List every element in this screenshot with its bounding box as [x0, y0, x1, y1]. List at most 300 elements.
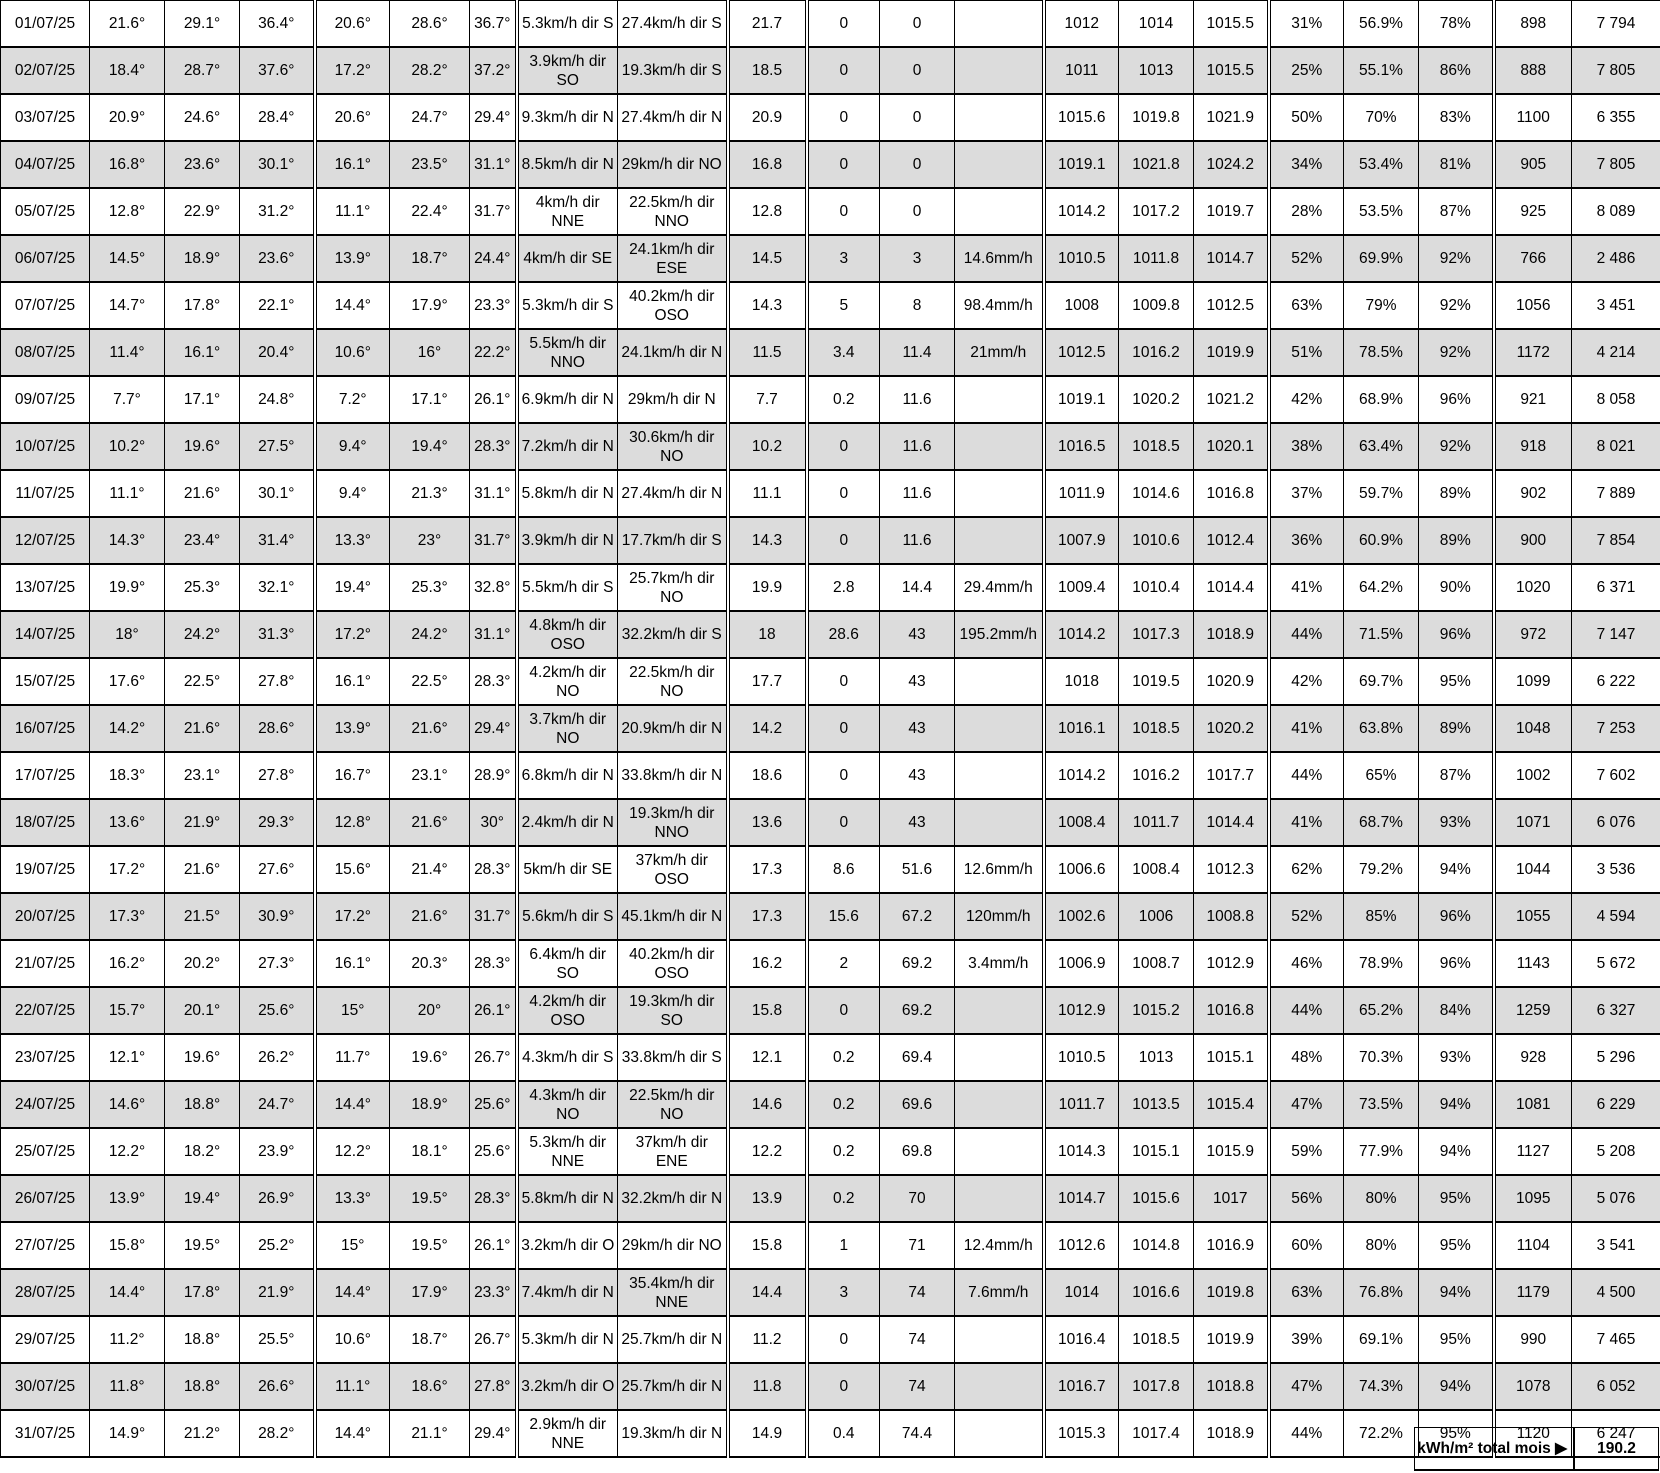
cell-tavg: 18.8°	[165, 1316, 240, 1363]
cell-tamed: 17.9°	[390, 1269, 470, 1316]
cell-tavg: 24.6°	[165, 94, 240, 141]
table-row	[1, 1410, 1660, 1457]
cell-wind_avg: 3.2km/h dir O	[517, 1363, 618, 1410]
cell-tmin: 18.4°	[90, 47, 165, 94]
cell-date: 21/07/25	[1, 940, 90, 987]
cell-solar_total: 5 296	[1572, 1034, 1660, 1081]
cell-rain_rate: 195.2mm/h	[955, 611, 1044, 658]
cell-h_min: 46%	[1269, 940, 1344, 987]
cell-date: 27/07/25	[1, 1222, 90, 1269]
cell-rain_cum: 3	[880, 235, 955, 282]
cell-wind_avg: 7.2km/h dir N	[517, 423, 618, 470]
cell-solar_max: 1078	[1494, 1363, 1572, 1410]
cell-p_min: 1009.4	[1044, 564, 1119, 611]
cell-tamed: 21.6°	[390, 893, 470, 940]
cell-tmin: 11.1°	[90, 470, 165, 517]
cell-solar_max: 918	[1494, 423, 1572, 470]
cell-tamax: 28.3°	[470, 846, 517, 893]
cell-wind_avg: 3.9km/h dir N	[517, 517, 618, 564]
cell-tamin: 15°	[315, 987, 390, 1034]
cell-tavg: 23.1°	[165, 752, 240, 799]
cell-p_max: 1012.5	[1194, 282, 1269, 329]
cell-p_min: 1018	[1044, 658, 1119, 705]
cell-rain_rate	[955, 376, 1044, 423]
cell-p_max: 1016.9	[1194, 1222, 1269, 1269]
cell-dew: 13.9	[728, 1175, 807, 1222]
cell-wind_gust: 20.9km/h dir N	[618, 705, 728, 752]
cell-p_avg: 1017.4	[1119, 1410, 1194, 1457]
cell-tamax: 30°	[470, 799, 517, 846]
cell-tmax: 24.8°	[240, 376, 315, 423]
cell-dew: 15.8	[728, 987, 807, 1034]
table-row	[1, 752, 1660, 799]
cell-p_max: 1020.9	[1194, 658, 1269, 705]
cell-p_max: 1017	[1194, 1175, 1269, 1222]
cell-rain_cum: 74	[880, 1363, 955, 1410]
cell-rain_cum: 69.6	[880, 1081, 955, 1128]
table-row	[1, 846, 1660, 893]
cell-tmin: 15.8°	[90, 1222, 165, 1269]
cell-wind_gust: 33.8km/h dir S	[618, 1034, 728, 1081]
cell-tamed: 19.4°	[390, 423, 470, 470]
cell-tmax: 23.9°	[240, 1128, 315, 1175]
cell-dew: 11.5	[728, 329, 807, 376]
cell-p_max: 1016.8	[1194, 470, 1269, 517]
cell-p_avg: 1016.6	[1119, 1269, 1194, 1316]
cell-p_min: 1014.2	[1044, 611, 1119, 658]
table-row	[1, 188, 1660, 235]
cell-rain_cum: 11.4	[880, 329, 955, 376]
cell-wind_gust: 32.2km/h dir N	[618, 1175, 728, 1222]
cell-rain_cum: 74.4	[880, 1410, 955, 1457]
cell-p_min: 1016.5	[1044, 423, 1119, 470]
cell-tamed: 19.6°	[390, 1034, 470, 1081]
cell-tavg: 23.6°	[165, 141, 240, 188]
cell-p_max: 1020.1	[1194, 423, 1269, 470]
cell-p_avg: 1008.7	[1119, 940, 1194, 987]
cell-date: 19/07/25	[1, 846, 90, 893]
cell-tmax: 27.5°	[240, 423, 315, 470]
table-row	[1, 470, 1660, 517]
table-row	[1, 517, 1660, 564]
cell-p_min: 1006.6	[1044, 846, 1119, 893]
cell-tavg: 22.9°	[165, 188, 240, 235]
cell-tamed: 23.1°	[390, 752, 470, 799]
cell-rain_day: 0	[807, 470, 880, 517]
cell-wind_avg: 5.5km/h dir S	[517, 564, 618, 611]
cell-rain_cum: 69.8	[880, 1128, 955, 1175]
cell-tamed: 17.9°	[390, 282, 470, 329]
cell-h_max: 93%	[1419, 1034, 1494, 1081]
cell-dew: 12.1	[728, 1034, 807, 1081]
cell-h_min: 41%	[1269, 799, 1344, 846]
cell-h_max: 89%	[1419, 705, 1494, 752]
cell-solar_max: 1048	[1494, 705, 1572, 752]
cell-solar_max: 888	[1494, 47, 1572, 94]
cell-rain_rate	[955, 423, 1044, 470]
cell-wind_avg: 2.9km/h dir NNE	[517, 1410, 618, 1457]
cell-h_avg: 53.5%	[1344, 188, 1419, 235]
cell-h_max: 81%	[1419, 141, 1494, 188]
cell-rain_cum: 8	[880, 282, 955, 329]
cell-dew: 19.9	[728, 564, 807, 611]
cell-solar_total: 7 794	[1572, 1, 1660, 48]
table-row	[1, 658, 1660, 705]
cell-p_avg: 1013	[1119, 1034, 1194, 1081]
cell-solar_total: 6 371	[1572, 564, 1660, 611]
cell-h_min: 34%	[1269, 141, 1344, 188]
cell-p_min: 1011.9	[1044, 470, 1119, 517]
cell-solar_total: 3 541	[1572, 1222, 1660, 1269]
cell-solar_max: 1081	[1494, 1081, 1572, 1128]
cell-tmin: 7.7°	[90, 376, 165, 423]
cell-dew: 16.2	[728, 940, 807, 987]
cell-rain_day: 0.2	[807, 1081, 880, 1128]
cell-tmax: 25.6°	[240, 987, 315, 1034]
table-row	[1, 1, 1660, 48]
cell-rain_rate	[955, 1034, 1044, 1081]
cell-tavg: 21.5°	[165, 893, 240, 940]
table-row	[1, 1175, 1660, 1222]
table-row	[1, 564, 1660, 611]
cell-rain_day: 2.8	[807, 564, 880, 611]
cell-tavg: 18.8°	[165, 1363, 240, 1410]
cell-tamed: 18.6°	[390, 1363, 470, 1410]
cell-tmax: 28.4°	[240, 94, 315, 141]
cell-p_max: 1019.7	[1194, 188, 1269, 235]
cell-dew: 17.3	[728, 893, 807, 940]
cell-tmax: 31.2°	[240, 188, 315, 235]
cell-tavg: 21.2°	[165, 1410, 240, 1457]
cell-solar_total: 7 253	[1572, 705, 1660, 752]
cell-h_min: 59%	[1269, 1128, 1344, 1175]
cell-date: 03/07/25	[1, 94, 90, 141]
table-row	[1, 423, 1660, 470]
cell-tamin: 11.1°	[315, 188, 390, 235]
cell-wind_gust: 17.7km/h dir S	[618, 517, 728, 564]
cell-rain_cum: 0	[880, 94, 955, 141]
cell-tamax: 28.3°	[470, 423, 517, 470]
cell-solar_total: 6 355	[1572, 94, 1660, 141]
cell-h_avg: 69.1%	[1344, 1316, 1419, 1363]
cell-tamax: 28.3°	[470, 1175, 517, 1222]
cell-solar_total: 5 208	[1572, 1128, 1660, 1175]
cell-rain_cum: 11.6	[880, 517, 955, 564]
cell-solar_total: 6 247	[1572, 1410, 1660, 1457]
cell-dew: 10.2	[728, 423, 807, 470]
cell-h_max: 84%	[1419, 987, 1494, 1034]
cell-tamed: 21.4°	[390, 846, 470, 893]
cell-solar_total: 3 451	[1572, 282, 1660, 329]
cell-p_avg: 1013	[1119, 47, 1194, 94]
cell-tamin: 17.2°	[315, 893, 390, 940]
cell-tamed: 17.1°	[390, 376, 470, 423]
cell-h_avg: 71.5%	[1344, 611, 1419, 658]
cell-dew: 14.2	[728, 705, 807, 752]
cell-wind_avg: 3.9km/h dir SO	[517, 47, 618, 94]
cell-h_max: 94%	[1419, 1269, 1494, 1316]
cell-h_min: 60%	[1269, 1222, 1344, 1269]
cell-tmax: 20.4°	[240, 329, 315, 376]
cell-rain_day: 0	[807, 658, 880, 705]
cell-dew: 17.3	[728, 846, 807, 893]
cell-h_min: 42%	[1269, 376, 1344, 423]
cell-solar_total: 6 052	[1572, 1363, 1660, 1410]
cell-tamed: 22.4°	[390, 188, 470, 235]
cell-date: 18/07/25	[1, 799, 90, 846]
cell-h_avg: 78.5%	[1344, 329, 1419, 376]
cell-p_avg: 1019.5	[1119, 658, 1194, 705]
cell-rain_day: 8.6	[807, 846, 880, 893]
cell-p_avg: 1006	[1119, 893, 1194, 940]
cell-h_min: 44%	[1269, 752, 1344, 799]
cell-rain_day: 0	[807, 1316, 880, 1363]
cell-tamax: 31.1°	[470, 470, 517, 517]
cell-p_max: 1021.9	[1194, 94, 1269, 141]
cell-p_min: 1015.3	[1044, 1410, 1119, 1457]
cell-p_max: 1014.4	[1194, 564, 1269, 611]
cell-tamed: 23.5°	[390, 141, 470, 188]
cell-wind_avg: 5.3km/h dir NNE	[517, 1128, 618, 1175]
cell-tmin: 14.9°	[90, 1410, 165, 1457]
cell-rain_cum: 0	[880, 47, 955, 94]
cell-p_max: 1019.9	[1194, 1316, 1269, 1363]
cell-wind_gust: 40.2km/h dir OSO	[618, 940, 728, 987]
cell-tmin: 16.2°	[90, 940, 165, 987]
cell-tamin: 11.1°	[315, 1363, 390, 1410]
cell-p_avg: 1016.2	[1119, 329, 1194, 376]
cell-tmin: 14.2°	[90, 705, 165, 752]
cell-tamax: 31.7°	[470, 893, 517, 940]
cell-p_avg: 1017.8	[1119, 1363, 1194, 1410]
cell-rain_rate: 7.6mm/h	[955, 1269, 1044, 1316]
cell-p_max: 1015.4	[1194, 1081, 1269, 1128]
cell-tamax: 31.7°	[470, 188, 517, 235]
cell-rain_day: 0	[807, 987, 880, 1034]
cell-solar_max: 1179	[1494, 1269, 1572, 1316]
cell-p_max: 1012.3	[1194, 846, 1269, 893]
table-row	[1, 705, 1660, 752]
cell-solar_max: 1095	[1494, 1175, 1572, 1222]
cell-wind_gust: 22.5km/h dir NNO	[618, 188, 728, 235]
cell-rain_day: 3	[807, 235, 880, 282]
cell-tmin: 14.3°	[90, 517, 165, 564]
cell-dew: 14.3	[728, 282, 807, 329]
cell-rain_cum: 74	[880, 1316, 955, 1363]
cell-h_max: 92%	[1419, 423, 1494, 470]
cell-h_avg: 79%	[1344, 282, 1419, 329]
cell-date: 15/07/25	[1, 658, 90, 705]
cell-tamax: 37.2°	[470, 47, 517, 94]
cell-h_max: 96%	[1419, 376, 1494, 423]
cell-wind_gust: 22.5km/h dir NO	[618, 1081, 728, 1128]
cell-h_max: 92%	[1419, 282, 1494, 329]
cell-tavg: 21.9°	[165, 799, 240, 846]
cell-wind_avg: 5.5km/h dir NNO	[517, 329, 618, 376]
cell-tmax: 27.6°	[240, 846, 315, 893]
cell-tavg: 20.1°	[165, 987, 240, 1034]
cell-h_min: 63%	[1269, 1269, 1344, 1316]
cell-dew: 16.8	[728, 141, 807, 188]
cell-tmin: 20.9°	[90, 94, 165, 141]
cell-tmin: 17.6°	[90, 658, 165, 705]
cell-tavg: 23.4°	[165, 517, 240, 564]
cell-p_min: 1019.1	[1044, 141, 1119, 188]
cell-rain_day: 0.2	[807, 1128, 880, 1175]
cell-rain_rate	[955, 1081, 1044, 1128]
cell-dew: 18.6	[728, 752, 807, 799]
cell-wind_gust: 19.3km/h dir N	[618, 1410, 728, 1457]
cell-rain_rate	[955, 517, 1044, 564]
cell-date: 20/07/25	[1, 893, 90, 940]
cell-solar_max: 1071	[1494, 799, 1572, 846]
cell-h_avg: 68.7%	[1344, 799, 1419, 846]
cell-tmax: 26.9°	[240, 1175, 315, 1222]
cell-date: 10/07/25	[1, 423, 90, 470]
cell-rain_day: 28.6	[807, 611, 880, 658]
cell-solar_max: 900	[1494, 517, 1572, 564]
cell-h_min: 47%	[1269, 1081, 1344, 1128]
cell-h_min: 44%	[1269, 611, 1344, 658]
cell-tavg: 17.8°	[165, 282, 240, 329]
cell-dew: 11.8	[728, 1363, 807, 1410]
cell-h_max: 92%	[1419, 329, 1494, 376]
cell-h_max: 78%	[1419, 1, 1494, 48]
cell-date: 31/07/25	[1, 1410, 90, 1457]
cell-p_min: 1012	[1044, 1, 1119, 48]
cell-tmax: 32.1°	[240, 564, 315, 611]
cell-solar_total: 7 854	[1572, 517, 1660, 564]
cell-h_max: 83%	[1419, 94, 1494, 141]
cell-tamax: 31.1°	[470, 141, 517, 188]
cell-tmin: 16.8°	[90, 141, 165, 188]
cell-wind_gust: 25.7km/h dir N	[618, 1316, 728, 1363]
cell-h_avg: 78.9%	[1344, 940, 1419, 987]
cell-dew: 20.9	[728, 94, 807, 141]
cell-tamax: 25.6°	[470, 1128, 517, 1175]
cell-solar_total: 6 229	[1572, 1081, 1660, 1128]
cell-date: 14/07/25	[1, 611, 90, 658]
cell-p_max: 1021.2	[1194, 376, 1269, 423]
cell-h_min: 44%	[1269, 1410, 1344, 1457]
cell-dew: 13.6	[728, 799, 807, 846]
cell-tavg: 28.7°	[165, 47, 240, 94]
cell-rain_cum: 11.6	[880, 470, 955, 517]
cell-wind_gust: 29km/h dir N	[618, 376, 728, 423]
cell-wind_gust: 25.7km/h dir N	[618, 1363, 728, 1410]
cell-solar_max: 905	[1494, 141, 1572, 188]
cell-wind_gust: 40.2km/h dir OSO	[618, 282, 728, 329]
cell-tamin: 12.2°	[315, 1128, 390, 1175]
monthly-total-label: kWh/m² total mois ▶	[1415, 1428, 1575, 1471]
cell-p_avg: 1014	[1119, 1, 1194, 48]
cell-wind_gust: 27.4km/h dir N	[618, 94, 728, 141]
cell-p_max: 1018.8	[1194, 1363, 1269, 1410]
cell-p_min: 1007.9	[1044, 517, 1119, 564]
cell-tmin: 12.1°	[90, 1034, 165, 1081]
cell-p_min: 1014	[1044, 1269, 1119, 1316]
cell-p_avg: 1018.5	[1119, 705, 1194, 752]
cell-p_avg: 1014.8	[1119, 1222, 1194, 1269]
cell-rain_rate	[955, 1, 1044, 48]
cell-tmin: 19.9°	[90, 564, 165, 611]
cell-p_min: 1011	[1044, 47, 1119, 94]
cell-wind_gust: 37km/h dir ENE	[618, 1128, 728, 1175]
cell-h_avg: 69.9%	[1344, 235, 1419, 282]
cell-h_avg: 63.4%	[1344, 423, 1419, 470]
cell-solar_max: 1127	[1494, 1128, 1572, 1175]
cell-p_avg: 1017.3	[1119, 611, 1194, 658]
table-body	[1, 1, 1660, 1458]
cell-tamax: 28.3°	[470, 658, 517, 705]
table-row	[1, 1034, 1660, 1081]
cell-tmin: 13.9°	[90, 1175, 165, 1222]
cell-p_min: 1012.6	[1044, 1222, 1119, 1269]
cell-p_max: 1018.9	[1194, 1410, 1269, 1457]
cell-tmax: 28.6°	[240, 705, 315, 752]
cell-h_max: 93%	[1419, 799, 1494, 846]
cell-h_max: 94%	[1419, 1081, 1494, 1128]
cell-p_avg: 1016.2	[1119, 752, 1194, 799]
cell-tamin: 16.1°	[315, 940, 390, 987]
cell-tavg: 25.3°	[165, 564, 240, 611]
cell-h_avg: 70.3%	[1344, 1034, 1419, 1081]
cell-p_avg: 1014.6	[1119, 470, 1194, 517]
cell-rain_day: 0	[807, 141, 880, 188]
cell-rain_rate: 14.6mm/h	[955, 235, 1044, 282]
cell-solar_max: 1100	[1494, 94, 1572, 141]
cell-tamed: 21.6°	[390, 705, 470, 752]
cell-rain_day: 3	[807, 1269, 880, 1316]
cell-rain_rate: 12.4mm/h	[955, 1222, 1044, 1269]
cell-wind_avg: 4.3km/h dir S	[517, 1034, 618, 1081]
cell-tavg: 17.1°	[165, 376, 240, 423]
cell-tamed: 21.1°	[390, 1410, 470, 1457]
cell-p_avg: 1015.6	[1119, 1175, 1194, 1222]
cell-tamed: 28.6°	[390, 1, 470, 48]
cell-p_avg: 1008.4	[1119, 846, 1194, 893]
cell-tavg: 16.1°	[165, 329, 240, 376]
cell-rain_rate	[955, 47, 1044, 94]
cell-solar_max: 1120	[1494, 1410, 1572, 1457]
cell-p_avg: 1015.1	[1119, 1128, 1194, 1175]
table-row	[1, 329, 1660, 376]
cell-wind_avg: 4km/h dir NNE	[517, 188, 618, 235]
cell-date: 12/07/25	[1, 517, 90, 564]
cell-rain_day: 0	[807, 752, 880, 799]
cell-p_min: 1008	[1044, 282, 1119, 329]
cell-rain_rate	[955, 987, 1044, 1034]
cell-solar_total: 7 147	[1572, 611, 1660, 658]
cell-dew: 14.4	[728, 1269, 807, 1316]
cell-rain_cum: 51.6	[880, 846, 955, 893]
table-row	[1, 1081, 1660, 1128]
cell-p_min: 1010.5	[1044, 1034, 1119, 1081]
cell-tmin: 11.2°	[90, 1316, 165, 1363]
cell-tavg: 19.4°	[165, 1175, 240, 1222]
table-row	[1, 1363, 1660, 1410]
cell-h_min: 44%	[1269, 987, 1344, 1034]
cell-tmin: 21.6°	[90, 1, 165, 48]
cell-tamed: 21.6°	[390, 799, 470, 846]
cell-date: 24/07/25	[1, 1081, 90, 1128]
cell-tamin: 13.3°	[315, 517, 390, 564]
cell-wind_avg: 5.8km/h dir N	[517, 1175, 618, 1222]
cell-tmin: 13.6°	[90, 799, 165, 846]
cell-rain_day: 15.6	[807, 893, 880, 940]
cell-p_avg: 1017.2	[1119, 188, 1194, 235]
cell-rain_rate	[955, 1175, 1044, 1222]
